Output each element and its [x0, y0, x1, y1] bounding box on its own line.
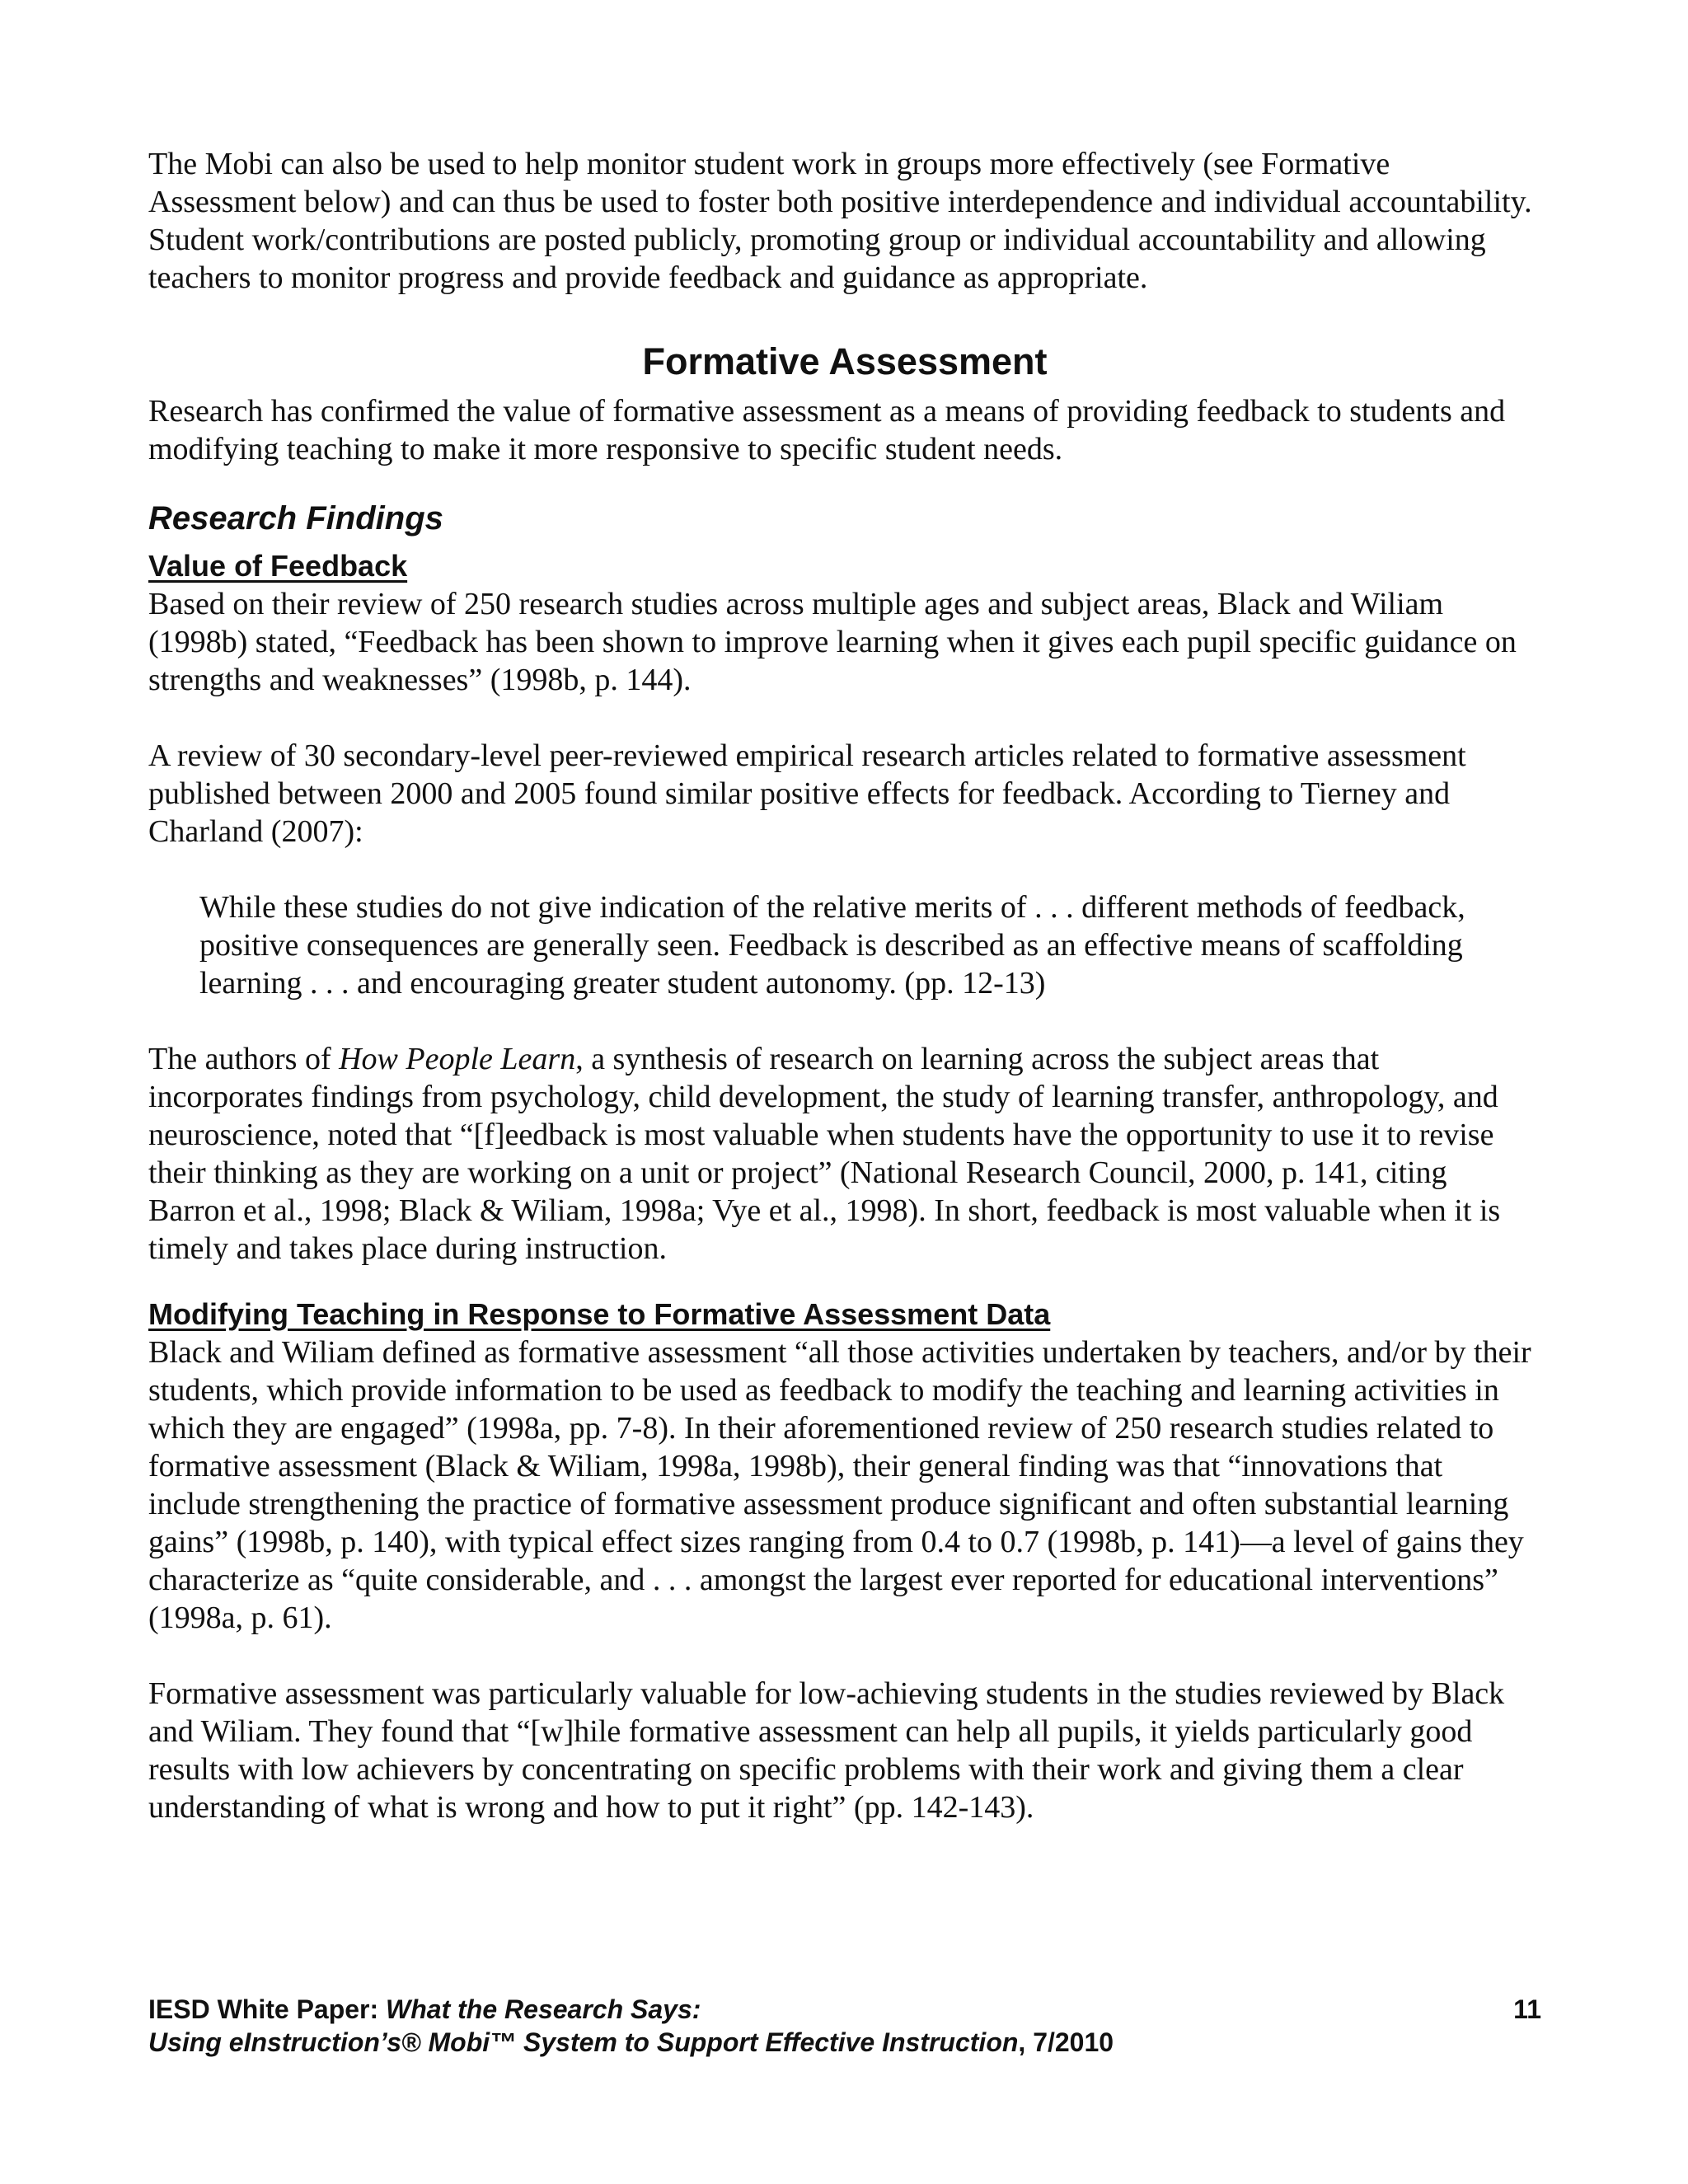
modifying-paragraph-1: Black and Wiliam defined as formative assessment “all those activities undertaken by teachers, and/or by their students, which provide information to be used as feedback to modify the teaching and learning activities in which they are engaged” (1998a, pp. 7-8). In their aforementioned review of 250 research studies related to formative assessment (Black & Wiliam, 1998a, 1998b), their general finding was that “innovations that include strengthening the practice of formative assessment produce significant and often substantial learning gains” (1998b, p. 140), with typical effect sizes ranging from 0.4 to 0.7 (1998b, p. 141)—a level of gains they characterize as “quite considerable, and . . . amongst the largest ever reported for educational interventions” (1998a, p. 61). — [148, 1335, 1531, 1635]
page-number: 11 — [1513, 1994, 1541, 2024]
footer-date: , 7/2010 — [1018, 2027, 1114, 2057]
page-footer — [148, 1993, 1541, 2059]
footer-title-line — [148, 1993, 701, 2026]
research-findings-heading: Research Findings — [148, 500, 443, 537]
footer-title: What the Research Says: — [386, 1994, 701, 2024]
section-intro-paragraph: Research has confirmed the value of formative assessment as a means of providing feedback to students and modifying teaching to make it more responsive to specific student needs. — [148, 394, 1506, 466]
value-of-feedback-heading: Value of Feedback — [148, 549, 408, 583]
feedback-paragraph-1: Based on their review of 250 research studies across multiple ages and subject areas, Black and Wiliam (1998b) stated, “Feedback has been shown to improve learning when it gives each pupil specific guidance on strengths and weaknesses” (1998b, p. 144). — [148, 587, 1517, 697]
footer-label: IESD White Paper: — [148, 1994, 387, 2024]
section-title: Formative Assessment — [642, 340, 1048, 382]
document-body — [148, 145, 1541, 1826]
paragraph-text: , a synthesis of research on learning across the subject areas that incorporates findings from psychology, child development, the study of learning transfer, anthropology, and neuroscience, noted that “[f]eedback is most valuable when students have the opportunity to use it to revise their thinking as they are working on a unit or project” (National Research Council, 2000, p. 141, citing Barron et al., 1998; Black & Wiliam, 1998a; Vye et al., 1998). In short, feedback is most valuable when it is timely and takes place during instruction. — [148, 1042, 1501, 1266]
book-title: How People Learn — [339, 1042, 576, 1076]
feedback-paragraph-3 — [148, 1040, 1541, 1268]
intro-paragraph: The Mobi can also be used to help monitor student work in groups more effectively (see Formative Assessment below) and can thus be used to foster both positive interdependence and individual accountability. Student work/contributions are posted publicly, promoting group or individual accountability and allowing teachers to monitor progress and provide feedback and guidance as appropriate. — [148, 147, 1532, 295]
footer-subtitle: Using eInstruction’s® Mobi™ System to Support Effective Instruction — [148, 2027, 1019, 2057]
footer-subtitle-line — [148, 2026, 1541, 2059]
modifying-teaching-heading: Modifying Teaching in Response to Formative Assessment Data — [148, 1297, 1051, 1331]
modifying-paragraph-2: Formative assessment was particularly valuable for low-achieving students in the studies reviewed by Black and Wiliam. They found that “[w]hile formative assessment can help all pupils, it yields particularly good results with low achievers by concentrating on specific problems with their work and giving them a clear understanding of what is wrong and how to put it right” (pp. 142-143). — [148, 1676, 1505, 1825]
paragraph-text: The authors of — [148, 1042, 340, 1076]
feedback-paragraph-2: A review of 30 secondary-level peer-reviewed empirical research articles related to formative assessment published between 2000 and 2005 found similar positive effects for feedback. According to Tierney and Charland (2007): — [148, 738, 1466, 849]
block-quote: While these studies do not give indication of the relative merits of . . . different methods of feedback, positive consequences are generally seen. Feedback is described as an effective means of scaffolding learning . . . and encouraging greater student autonomy. (pp. 12-13) — [199, 890, 1465, 1001]
